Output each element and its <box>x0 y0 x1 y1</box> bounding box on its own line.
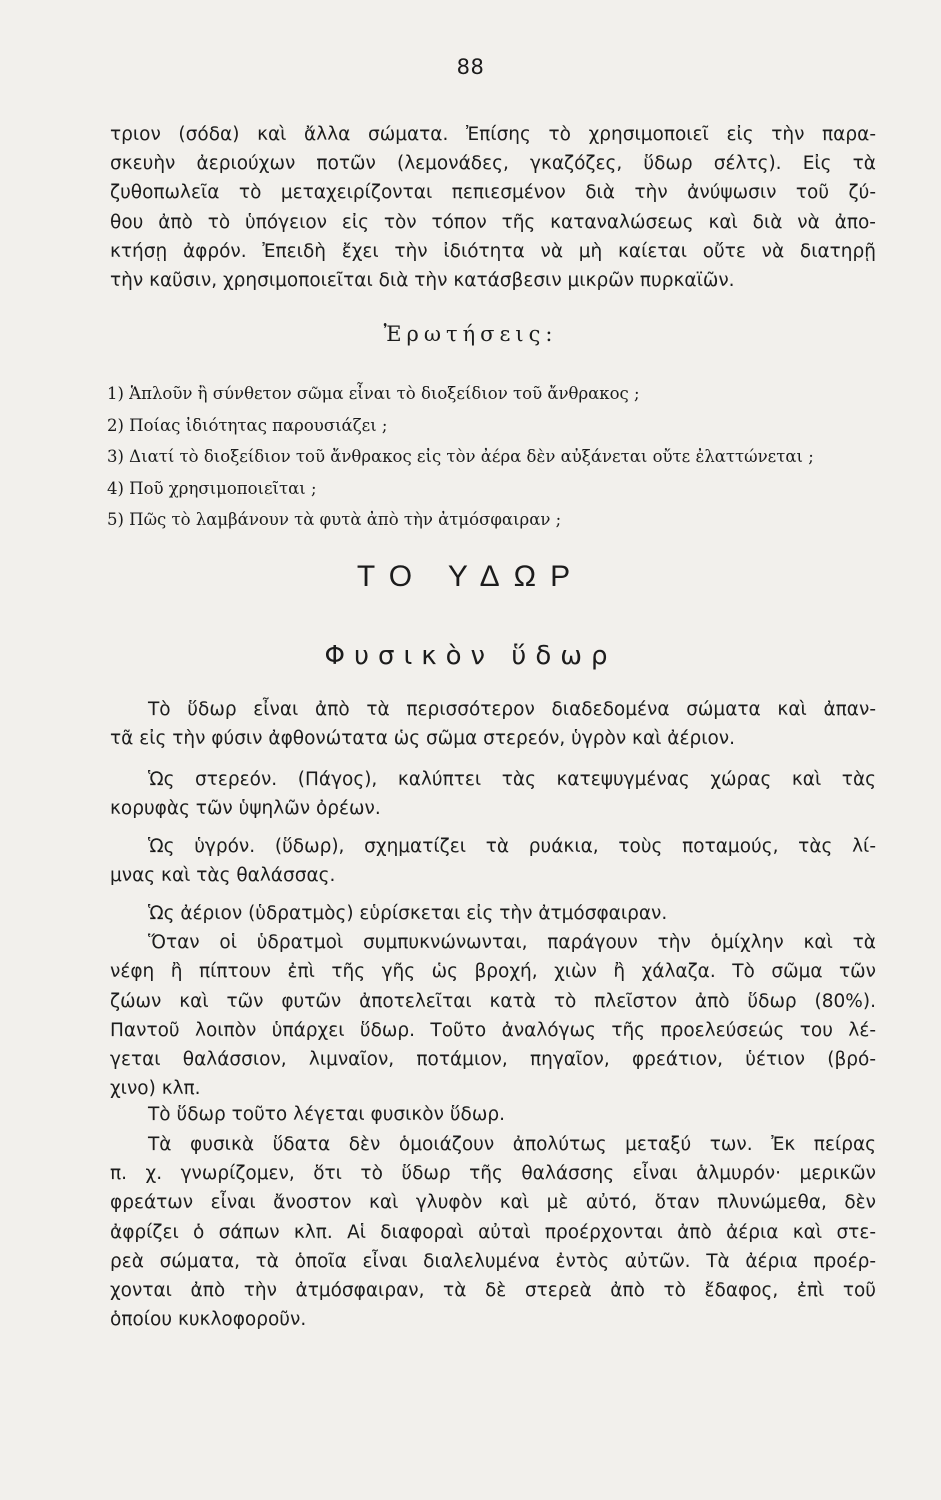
text-line: Τὰ φυσικὰ ὕδατα δὲν ὁμοιάζουν ἀπολύτως μεταξύ των. Ἐκ πείρας <box>148 1134 876 1155</box>
text-line: Ὅταν οἱ ὑδρατμοὶ συμπυκνώνωνται, παράγουν τὴν ὁμίχλην καὶ τὰ <box>148 932 876 954</box>
section-title: Φυσικὸν ὕδωρ <box>324 641 617 671</box>
text-line: ὁποίου κυκλοφοροῦν. <box>110 1309 307 1331</box>
text-line: ἀφρίζει ὁ σάπων κλπ. Αἱ διαφοραὶ αὐταὶ προέρχονται ἀπὸ ἀέρια καὶ στε- <box>110 1221 876 1243</box>
paragraph-intro-water <box>110 695 876 753</box>
text-line: χινο) κλπ. <box>110 1078 201 1100</box>
text-line: φρεάτων εἶναι ἄνοστον καὶ γλυφὸν καὶ μὲ αὐτό, ὅταν πλυνώμεθα, δὲν <box>110 1192 876 1214</box>
text-line: Ὡς στερεόν. (Πάγος), καλύπτει τὰς κατεψυγμένας χώρας καὶ τὰς <box>148 769 876 790</box>
text-line: Ὡς ὑγρόν. (ὕδωρ), σχηματίζει τὰ ρυάκια, τοὺς ποταμούς, τὰς λί- <box>148 836 876 857</box>
question-item: 3) Διατί τὸ διοξείδιον τοῦ ἄνθρακος εἰς τὸν ἀέρα δὲν αὐξάνεται οὔτε ἐλαττώνεται ; <box>107 447 814 467</box>
text-line: ρεὰ σώματα, τὰ ὁποῖα εἶναι διαλελυμένα ἐντὸς αὐτῶν. Τὰ ἀέρια προέρ- <box>110 1250 876 1272</box>
paragraph-natural-water <box>110 1100 876 1129</box>
text-line: κτήσῃ ἀφρόν. Ἐπειδὴ ἔχει τὴν ἰδιότητα νὰ μὴ καίεται οὔτε νὰ διατηρῇ <box>110 240 876 262</box>
text-line: ζώων καὶ τῶν φυτῶν ἀποτελεῖται κατὰ τὸ πλεῖστον ἀπὸ ὕδωρ (80%). <box>110 990 876 1012</box>
chapter-title: ΤΟ ΥΔΩΡ <box>356 560 585 593</box>
paragraph-differences <box>110 1130 876 1334</box>
question-item: 4) Ποῦ χρησιμοποιεῖται ; <box>107 478 317 498</box>
page-number: 88 <box>456 55 485 79</box>
text-line: γεται θαλάσσιον, λιμναῖον, ποτάμιον, πηγαῖον, φρεάτιον, ὑέτιον (βρό- <box>110 1049 876 1071</box>
question-item: 5) Πῶς τὸ λαμβάνουν τὰ φυτὰ ἀπὸ τὴν ἀτμόσφαιραν ; <box>107 510 562 530</box>
intro-paragraph <box>110 120 876 295</box>
text-line: τριον (σόδα) καὶ ἄλλα σώματα. Ἐπίσης τὸ χρησιμοποιεῖ εἰς τὴν παρα- <box>110 124 876 145</box>
text-line: Ὡς ἀέριον (ὑδρατμὸς) εὑρίσκεται εἰς τὴν ἀτμόσφαιραν. <box>148 903 668 924</box>
text-line: Τὸ ὕδωρ τοῦτο λέγεται φυσικὸν ὕδωρ. <box>148 1104 505 1125</box>
paragraph-gas <box>110 899 876 1103</box>
questions-list <box>107 378 887 536</box>
text-line: σκευὴν ἀεριούχων ποτῶν (λεμονάδες, γκαζόζες, ὕδωρ σέλτς). Εἰς τὰ <box>110 153 876 175</box>
question-item: 1) Ἁπλοῦν ἢ σύνθετον σῶμα εἶναι τὸ διοξείδιον τοῦ ἄνθρακος ; <box>107 384 640 403</box>
text-line: νέφη ἢ πίπτουν ἐπὶ τῆς γῆς ὡς βροχή, χιὼν ἢ χάλαζα. Τὸ σῶμα τῶν <box>110 961 876 983</box>
text-line: χονται ἀπὸ τὴν ἀτμόσφαιραν, τὰ δὲ στερεὰ ἀπὸ τὸ ἔδαφος, ἐπὶ τοῦ <box>110 1280 876 1302</box>
text-line: Τὸ ὕδωρ εἶναι ἀπὸ τὰ περισσότερον διαδεδομένα σώματα καὶ ἀπαν- <box>148 699 876 720</box>
text-line: π. χ. γνωρίζομεν, ὅτι τὸ ὕδωρ τῆς θαλάσσης εἶναι ἁλμυρόν· μερικῶν <box>110 1163 876 1185</box>
question-item: 2) Ποίας ἰδιότητας παρουσιάζει ; <box>107 415 388 435</box>
questions-heading: Ἐρωτήσεις: <box>383 322 558 346</box>
text-line: τᾶ εἰς τὴν φύσιν ἀφθονώτατα ὡς σῶμα στερεόν, ὑγρὸν καὶ ἀέριον. <box>110 728 736 750</box>
text-line: θου ἀπὸ τὸ ὑπόγειον εἰς τὸν τόπον τῆς καταναλώσεως καὶ διὰ νὰ ἀπο- <box>110 211 876 233</box>
paragraph-liquid <box>110 832 876 890</box>
paragraph-solid <box>110 765 876 823</box>
text-line: τὴν καῦσιν, χρησιμοποιεῖται διὰ τὴν κατάσβεσιν μικρῶν πυρκαϊῶν. <box>110 270 735 292</box>
text-line: ζυθοπωλεῖα τὸ μεταχειρίζονται πεπιεσμένον διὰ τὴν ἀνύψωσιν τοῦ ζύ- <box>110 182 876 204</box>
text-line: Παντοῦ λοιπὸν ὑπάρχει ὕδωρ. Τοῦτο ἀναλόγως τῆς προελεύσεώς του λέ- <box>110 1019 876 1041</box>
text-line: μνας καὶ τὰς θαλάσσας. <box>110 865 336 887</box>
text-line: κορυφὰς τῶν ὑψηλῶν ὀρέων. <box>110 798 381 820</box>
